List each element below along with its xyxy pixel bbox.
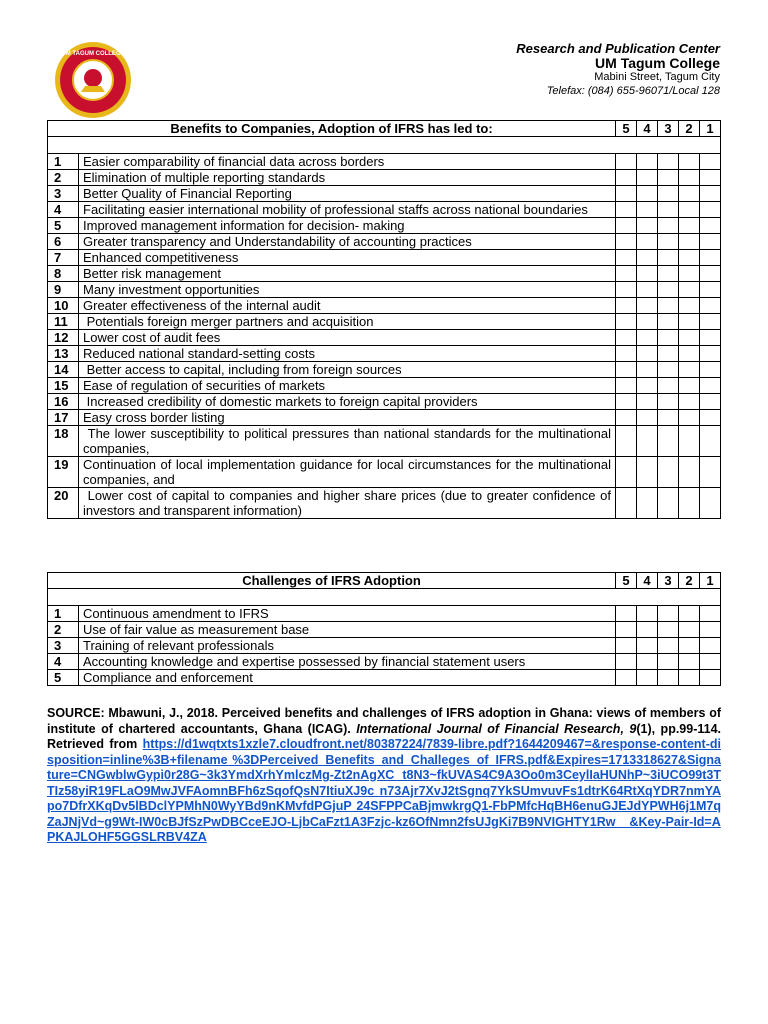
rating-cell-4[interactable]	[637, 638, 658, 654]
rating-cell-1[interactable]	[700, 394, 721, 410]
item-text: Use of fair value as measurement base	[79, 622, 616, 638]
rating-cell-1[interactable]	[700, 670, 721, 686]
item-number: 12	[48, 330, 79, 346]
benefit-row	[48, 378, 721, 394]
challenge-row	[48, 638, 721, 654]
scale-3: 3	[658, 121, 679, 137]
rating-cell-5[interactable]	[616, 282, 637, 298]
rating-cell-3[interactable]	[658, 394, 679, 410]
rating-cell-5[interactable]	[616, 346, 637, 362]
benefit-row	[48, 330, 721, 346]
rating-cell-5[interactable]	[616, 218, 637, 234]
rating-cell-5[interactable]	[616, 250, 637, 266]
rating-cell-1[interactable]	[700, 457, 721, 488]
benefit-row	[48, 154, 721, 170]
rating-cell-2[interactable]	[679, 234, 700, 250]
rating-cell-5[interactable]	[616, 298, 637, 314]
rating-cell-1[interactable]	[700, 250, 721, 266]
rating-cell-4[interactable]	[637, 670, 658, 686]
rating-cell-1[interactable]	[700, 346, 721, 362]
scale-1: 1	[700, 121, 721, 137]
rating-cell-4[interactable]	[637, 330, 658, 346]
rating-cell-1[interactable]	[700, 202, 721, 218]
rating-cell-4[interactable]	[637, 362, 658, 378]
challenge-row	[48, 606, 721, 622]
item-text: Improved management information for decision- making	[79, 218, 616, 234]
rating-cell-3[interactable]	[658, 638, 679, 654]
rating-cell-2[interactable]	[679, 266, 700, 282]
rating-cell-3[interactable]	[658, 202, 679, 218]
item-text: Increased credibility of domestic markets to foreign capital providers	[79, 394, 616, 410]
item-text: Facilitating easier international mobility of professional staffs across national boundaries	[79, 202, 616, 218]
item-text: Better access to capital, including from foreign sources	[79, 362, 616, 378]
item-number: 10	[48, 298, 79, 314]
benefit-row	[48, 488, 721, 519]
rating-cell-5[interactable]	[616, 330, 637, 346]
rating-cell-2[interactable]	[679, 282, 700, 298]
item-number: 1	[48, 606, 79, 622]
rating-cell-2[interactable]	[679, 250, 700, 266]
item-number: 6	[48, 234, 79, 250]
item-text: Continuation of local implementation guidance for local circumstances for the multinational companies, and	[79, 457, 616, 488]
rating-cell-1[interactable]	[700, 362, 721, 378]
benefit-row	[48, 186, 721, 202]
rating-cell-5[interactable]	[616, 154, 637, 170]
rating-cell-4[interactable]	[637, 457, 658, 488]
rating-cell-5[interactable]	[616, 410, 637, 426]
rating-cell-4[interactable]	[637, 622, 658, 638]
item-number: 14	[48, 362, 79, 378]
benefits-header-row	[48, 121, 721, 137]
rating-cell-2[interactable]	[679, 154, 700, 170]
rating-cell-3[interactable]	[658, 670, 679, 686]
rating-cell-3[interactable]	[658, 234, 679, 250]
rating-cell-1[interactable]	[700, 266, 721, 282]
item-text: Accounting knowledge and expertise possessed by financial statement users	[79, 654, 616, 670]
rating-cell-3[interactable]	[658, 378, 679, 394]
rating-cell-2[interactable]	[679, 410, 700, 426]
rating-cell-4[interactable]	[637, 488, 658, 519]
rating-cell-3[interactable]	[658, 457, 679, 488]
item-number: 20	[48, 488, 79, 519]
rating-cell-2[interactable]	[679, 186, 700, 202]
rating-cell-3[interactable]	[658, 330, 679, 346]
item-number: 11	[48, 314, 79, 330]
svg-text:UM TAGUM COLLEGE: UM TAGUM COLLEGE	[61, 51, 125, 57]
rating-cell-5[interactable]	[616, 638, 637, 654]
rating-cell-4[interactable]	[637, 202, 658, 218]
journal-issue-pages: (1), pp.99-114. Retrieved from	[47, 721, 722, 751]
rating-cell-2[interactable]	[679, 378, 700, 394]
rating-cell-2[interactable]	[679, 170, 700, 186]
benefit-row	[48, 170, 721, 186]
benefit-row	[48, 266, 721, 282]
item-text: Lower cost of capital to companies and higher share prices (due to greater confidence of investors and transparent information)	[79, 488, 616, 519]
item-number: 8	[48, 266, 79, 282]
rating-cell-5[interactable]	[616, 202, 637, 218]
benefit-row	[48, 202, 721, 218]
item-number: 3	[48, 638, 79, 654]
rating-cell-5[interactable]	[616, 314, 637, 330]
rating-cell-3[interactable]	[658, 314, 679, 330]
item-text: Continuous amendment to IFRS	[79, 606, 616, 622]
rating-cell-3[interactable]	[658, 186, 679, 202]
item-number: 5	[48, 670, 79, 686]
rating-cell-3[interactable]	[658, 266, 679, 282]
benefit-row	[48, 314, 721, 330]
rating-cell-2[interactable]	[679, 218, 700, 234]
benefits-table	[47, 120, 721, 519]
item-number: 2	[48, 622, 79, 638]
header-telefax: Telefax: (084) 655-96071/Local 128	[546, 85, 720, 97]
challenge-row	[48, 654, 721, 670]
rating-cell-1[interactable]	[700, 410, 721, 426]
college-seal-logo	[53, 40, 133, 120]
scale-4: 4	[637, 573, 658, 589]
rating-cell-4[interactable]	[637, 282, 658, 298]
item-number: 1	[48, 154, 79, 170]
rating-cell-5[interactable]	[616, 654, 637, 670]
header-address: Mabini Street, Tagum City	[594, 71, 720, 83]
item-text: Greater transparency and Understandability of accounting practices	[79, 234, 616, 250]
benefit-row	[48, 250, 721, 266]
rating-cell-3[interactable]	[658, 488, 679, 519]
rating-cell-1[interactable]	[700, 234, 721, 250]
rating-cell-1[interactable]	[700, 314, 721, 330]
rating-cell-4[interactable]	[637, 606, 658, 622]
benefit-row	[48, 346, 721, 362]
scale-1: 1	[700, 573, 721, 589]
challenge-row	[48, 670, 721, 686]
rating-cell-3[interactable]	[658, 426, 679, 457]
item-number: 16	[48, 394, 79, 410]
rating-cell-1[interactable]	[700, 638, 721, 654]
rating-cell-3[interactable]	[658, 218, 679, 234]
scale-2: 2	[679, 121, 700, 137]
item-text: Easier comparability of financial data across borders	[79, 154, 616, 170]
item-number: 13	[48, 346, 79, 362]
item-number: 18	[48, 426, 79, 457]
scale-4: 4	[637, 121, 658, 137]
scale-5: 5	[616, 121, 637, 137]
item-text: Training of relevant professionals	[79, 638, 616, 654]
benefit-row	[48, 457, 721, 488]
rating-cell-5[interactable]	[616, 234, 637, 250]
rating-cell-2[interactable]	[679, 622, 700, 638]
rating-cell-4[interactable]	[637, 218, 658, 234]
scale-2: 2	[679, 573, 700, 589]
challenges-table	[47, 572, 721, 686]
rating-cell-1[interactable]	[700, 154, 721, 170]
rating-cell-4[interactable]	[637, 314, 658, 330]
rating-cell-5[interactable]	[616, 426, 637, 457]
item-text: Elimination of multiple reporting standards	[79, 170, 616, 186]
rating-cell-4[interactable]	[637, 154, 658, 170]
header-college: UM Tagum College	[595, 55, 720, 71]
rating-cell-1[interactable]	[700, 622, 721, 638]
rating-cell-2[interactable]	[679, 202, 700, 218]
source-citation	[47, 706, 721, 846]
rating-cell-1[interactable]	[700, 654, 721, 670]
item-text: Better Quality of Financial Reporting	[79, 186, 616, 202]
rating-cell-3[interactable]	[658, 154, 679, 170]
item-number: 4	[48, 202, 79, 218]
rating-cell-5[interactable]	[616, 488, 637, 519]
rating-cell-4[interactable]	[637, 654, 658, 670]
rating-cell-2[interactable]	[679, 362, 700, 378]
rating-cell-3[interactable]	[658, 298, 679, 314]
item-text: Potentials foreign merger partners and acquisition	[79, 314, 616, 330]
header-center: Research and Publication Center	[516, 41, 720, 56]
rating-cell-5[interactable]	[616, 170, 637, 186]
rating-cell-5[interactable]	[616, 186, 637, 202]
rating-cell-5[interactable]	[616, 362, 637, 378]
item-text: Ease of regulation of securities of markets	[79, 378, 616, 394]
rating-cell-3[interactable]	[658, 606, 679, 622]
challenges-spacer-row	[48, 589, 721, 606]
benefit-row	[48, 298, 721, 314]
rating-cell-5[interactable]	[616, 670, 637, 686]
rating-cell-3[interactable]	[658, 282, 679, 298]
rating-cell-1[interactable]	[700, 330, 721, 346]
benefit-row	[48, 394, 721, 410]
rating-cell-5[interactable]	[616, 266, 637, 282]
item-text: Greater effectiveness of the internal audit	[79, 298, 616, 314]
item-number: 2	[48, 170, 79, 186]
rating-cell-1[interactable]	[700, 426, 721, 457]
rating-cell-4[interactable]	[637, 394, 658, 410]
rating-cell-2[interactable]	[679, 394, 700, 410]
rating-cell-3[interactable]	[658, 410, 679, 426]
benefit-row	[48, 234, 721, 250]
rating-cell-3[interactable]	[658, 250, 679, 266]
rating-cell-1[interactable]	[700, 170, 721, 186]
challenges-header-row	[48, 573, 721, 589]
rating-cell-5[interactable]	[616, 378, 637, 394]
rating-cell-5[interactable]	[616, 394, 637, 410]
challenges-title: Challenges of IFRS Adoption	[48, 573, 616, 589]
item-number: 19	[48, 457, 79, 488]
rating-cell-5[interactable]	[616, 606, 637, 622]
rating-cell-4[interactable]	[637, 170, 658, 186]
rating-cell-3[interactable]	[658, 346, 679, 362]
scale-5: 5	[616, 573, 637, 589]
item-number: 7	[48, 250, 79, 266]
item-text: Better risk management	[79, 266, 616, 282]
item-text: The lower susceptibility to political pressures than national standards for the multinational companies,	[79, 426, 616, 457]
rating-cell-1[interactable]	[700, 378, 721, 394]
rating-cell-2[interactable]	[679, 638, 700, 654]
challenge-row	[48, 622, 721, 638]
rating-cell-2[interactable]	[679, 606, 700, 622]
item-number: 3	[48, 186, 79, 202]
rating-cell-3[interactable]	[658, 622, 679, 638]
rating-cell-2[interactable]	[679, 346, 700, 362]
rating-cell-1[interactable]	[700, 298, 721, 314]
journal-name: International Journal of Financial Research	[356, 721, 621, 736]
rating-cell-3[interactable]	[658, 654, 679, 670]
item-text: Reduced national standard-setting costs	[79, 346, 616, 362]
item-text: Easy cross border listing	[79, 410, 616, 426]
rating-cell-4[interactable]	[637, 266, 658, 282]
benefit-row	[48, 410, 721, 426]
institution-header	[516, 42, 720, 98]
item-text: Lower cost of audit fees	[79, 330, 616, 346]
item-number: 9	[48, 282, 79, 298]
rating-cell-2[interactable]	[679, 457, 700, 488]
item-number: 15	[48, 378, 79, 394]
rating-cell-4[interactable]	[637, 298, 658, 314]
item-text: Many investment opportunities	[79, 282, 616, 298]
rating-cell-4[interactable]	[637, 234, 658, 250]
rating-cell-2[interactable]	[679, 654, 700, 670]
rating-cell-4[interactable]	[637, 186, 658, 202]
benefits-spacer-row	[48, 137, 721, 154]
rating-cell-1[interactable]	[700, 218, 721, 234]
scale-3: 3	[658, 573, 679, 589]
item-number: 5	[48, 218, 79, 234]
source-link[interactable]: https://d1wqtxts1xzle7.cloudfront.net/80387224/7839-libre.pdf?1644209467=&response-content-disposition=inline%3B+filename %3DPerceived_Benefits_and_Challeges_of_IFRS.pdf&Expires=1713318627&Signature=CNGwblwGypi0r28G~3k3YmdXrhYmlczMg-Zt2nAgXC t8N3~fkUVAS4C9A3Oo0m3CeylIaHUNhP~3iUCO99t3TTIz58yiR19FLaO9MwJVFAomnBFh6zSqofQsN7ItiuXJ9c n73Ajr7XvJ2tSgnq7YkSUmvuvFs1dtrK64RtXqYDR7nmYApo7DfrXKqDv5lBDclYPMhN0WyYBd9nKMvfdPGjuP 24SFPPCaBjmwkrgQ1-FbPMfcHqBH6enuGJEJdYPWH6j1M7qZaJNjVd~g9Wt-IW0cBJfSzPwDBCceEJO-LjbCaFzt1A3Fzjc-kz6OfNmn2fsUJgKi7B9NVIGHTY1Rw__&Key-Pair-Id=APKAJLOHF5GGSLRBV4ZA	[47, 737, 721, 844]
rating-cell-4[interactable]	[637, 426, 658, 457]
rating-cell-2[interactable]	[679, 298, 700, 314]
rating-cell-1[interactable]	[700, 186, 721, 202]
rating-cell-2[interactable]	[679, 488, 700, 519]
benefit-row	[48, 282, 721, 298]
rating-cell-3[interactable]	[658, 362, 679, 378]
item-text: Compliance and enforcement	[79, 670, 616, 686]
journal-volume: , 9	[620, 721, 637, 736]
rating-cell-2[interactable]	[679, 314, 700, 330]
citation-text: SOURCE: Mbawuni, J., 2018. Perceived benefits and challenges of IFRS adoption in Ghana: views of members of institute of chartered accountants, Ghana (ICAG).	[47, 706, 721, 736]
rating-cell-4[interactable]	[637, 250, 658, 266]
rating-cell-4[interactable]	[637, 378, 658, 394]
rating-cell-2[interactable]	[679, 670, 700, 686]
rating-cell-2[interactable]	[679, 426, 700, 457]
rating-cell-5[interactable]	[616, 622, 637, 638]
item-number: 17	[48, 410, 79, 426]
benefit-row	[48, 426, 721, 457]
benefit-row	[48, 362, 721, 378]
benefits-title: Benefits to Companies, Adoption of IFRS has led to:	[48, 121, 616, 137]
rating-cell-5[interactable]	[616, 457, 637, 488]
rating-cell-1[interactable]	[700, 488, 721, 519]
item-text: Enhanced competitiveness	[79, 250, 616, 266]
benefit-row	[48, 218, 721, 234]
rating-cell-3[interactable]	[658, 170, 679, 186]
rating-cell-1[interactable]	[700, 606, 721, 622]
rating-cell-4[interactable]	[637, 410, 658, 426]
rating-cell-4[interactable]	[637, 346, 658, 362]
item-number: 4	[48, 654, 79, 670]
rating-cell-2[interactable]	[679, 330, 700, 346]
rating-cell-1[interactable]	[700, 282, 721, 298]
